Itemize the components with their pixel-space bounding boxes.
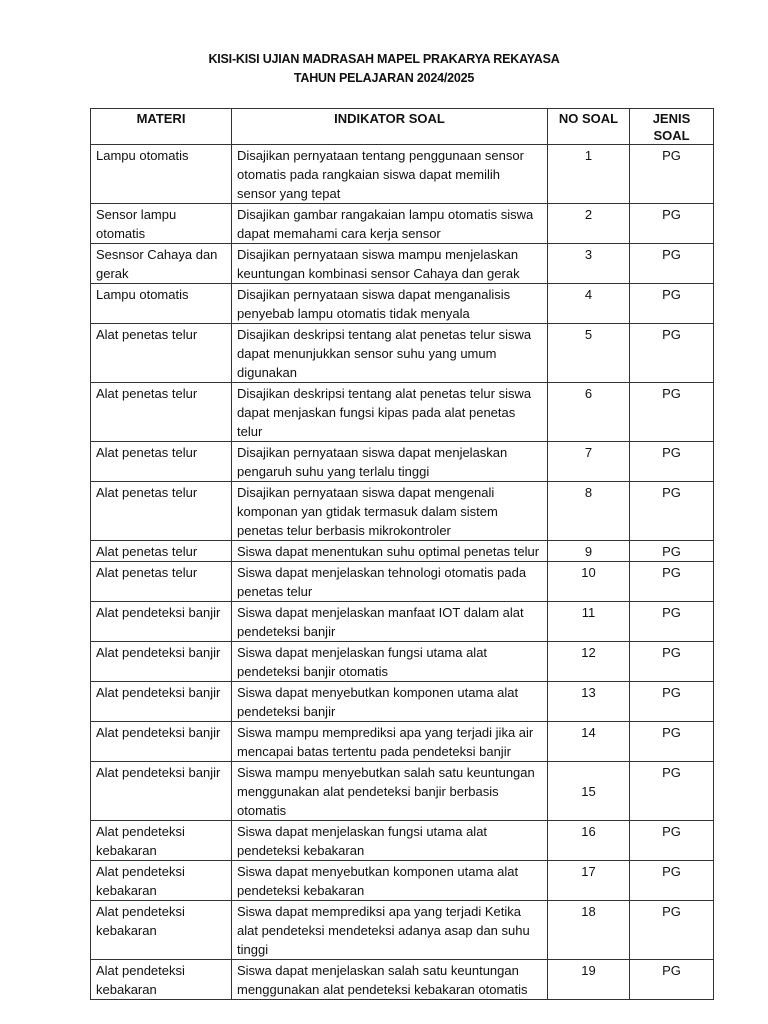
cell-indikator: Siswa mampu menyebutkan salah satu keuntungan menggunakan alat pendeteksi banjir berbasis otomatis [232, 762, 548, 821]
cell-indikator: Siswa dapat menyebutkan komponen utama alat pendeteksi banjir [232, 682, 548, 722]
cell-materi: Alat penetas telur [91, 541, 232, 562]
kisi-kisi-table [90, 108, 714, 1000]
cell-materi: Alat pendeteksi kebakaran [91, 821, 232, 861]
cell-materi: Alat pendeteksi kebakaran [91, 861, 232, 901]
cell-indikator: Siswa dapat menjelaskan manfaat IOT dalam alat pendeteksi banjir [232, 602, 548, 642]
header-materi: MATERI [91, 109, 232, 145]
cell-jenis-soal: PG [630, 682, 714, 722]
cell-no-soal: 11 [548, 602, 630, 642]
cell-no-soal: 3 [548, 244, 630, 284]
cell-jenis-soal: PG [630, 244, 714, 284]
header-indikator-soal: INDIKATOR SOAL [232, 109, 548, 145]
cell-materi: Sensor lampu otomatis [91, 204, 232, 244]
cell-no-soal: 19 [548, 960, 630, 1000]
cell-materi: Alat pendeteksi kebakaran [91, 960, 232, 1000]
cell-jenis-soal: PG [630, 324, 714, 383]
cell-indikator: Siswa dapat menjelaskan fungsi utama alat pendeteksi banjir otomatis [232, 642, 548, 682]
cell-jenis-soal: PG [630, 861, 714, 901]
cell-materi: Alat pendeteksi banjir [91, 642, 232, 682]
cell-indikator: Disajikan pernyataan siswa dapat menjelaskan pengaruh suhu yang terlalu tinggi [232, 442, 548, 482]
cell-no-soal: 10 [548, 562, 630, 602]
cell-materi: Sesnsor Cahaya dan gerak [91, 244, 232, 284]
table-row [91, 861, 714, 901]
table-row [91, 821, 714, 861]
table-row [91, 901, 714, 960]
cell-indikator: Disajikan pernyataan siswa mampu menjelaskan keuntungan kombinasi sensor Cahaya dan gerak [232, 244, 548, 284]
cell-no-soal: 5 [548, 324, 630, 383]
cell-indikator: Disajikan pernyataan siswa dapat mengenali komponan yan gtidak termasuk dalam sistem penetas telur berbasis mikrokontroler [232, 482, 548, 541]
table-row [91, 482, 714, 541]
cell-jenis-soal: PG [630, 442, 714, 482]
cell-materi: Alat penetas telur [91, 383, 232, 442]
cell-indikator: Siswa mampu memprediksi apa yang terjadi jika air mencapai batas tertentu pada pendeteksi banjir [232, 722, 548, 762]
cell-materi: Alat pendeteksi banjir [91, 762, 232, 821]
cell-indikator: Siswa dapat menjelaskan salah satu keuntungan menggunakan alat pendeteksi kebakaran otomatis [232, 960, 548, 1000]
table-row [91, 244, 714, 284]
cell-indikator: Siswa dapat memprediksi apa yang terjadi Ketika alat pendeteksi mendeteksi adanya asap dan suhu tinggi [232, 901, 548, 960]
cell-jenis-soal: PG [630, 204, 714, 244]
cell-materi: Alat pendeteksi banjir [91, 682, 232, 722]
cell-materi: Alat penetas telur [91, 562, 232, 602]
cell-no-soal: 4 [548, 284, 630, 324]
cell-jenis-soal: PG [630, 541, 714, 562]
cell-materi: Lampu otomatis [91, 284, 232, 324]
cell-indikator: Disajikan deskripsi tentang alat penetas telur siswa dapat menjaskan fungsi kipas pada alat penetas telur [232, 383, 548, 442]
table-row [91, 642, 714, 682]
cell-materi: Alat penetas telur [91, 442, 232, 482]
cell-indikator: Siswa dapat menjelaskan fungsi utama alat pendeteksi kebakaran [232, 821, 548, 861]
cell-materi: Alat penetas telur [91, 324, 232, 383]
cell-no-soal: 15 [548, 762, 630, 821]
cell-indikator: Disajikan pernyataan tentang penggunaan sensor otomatis pada rangkaian siswa dapat memilih sensor yang tepat [232, 145, 548, 204]
cell-materi: Alat penetas telur [91, 482, 232, 541]
cell-jenis-soal: PG [630, 642, 714, 682]
cell-no-soal: 1 [548, 145, 630, 204]
cell-jenis-soal: PG [630, 284, 714, 324]
cell-jenis-soal: PG [630, 383, 714, 442]
table-row [91, 324, 714, 383]
table-row [91, 602, 714, 642]
table-row [91, 562, 714, 602]
cell-indikator: Siswa dapat menentukan suhu optimal penetas telur [232, 541, 548, 562]
table-row [91, 762, 714, 821]
cell-no-soal: 8 [548, 482, 630, 541]
table-row [91, 722, 714, 762]
cell-no-soal: 17 [548, 861, 630, 901]
document-title: KISI-KISI UJIAN MADRASAH MAPEL PRAKARYA REKAYASA [208, 52, 560, 66]
document-subtitle: TAHUN PELAJARAN 2024/2025 [293, 71, 475, 85]
table-row [91, 145, 714, 204]
table-row [91, 541, 714, 562]
cell-indikator: Siswa dapat menyebutkan komponen utama alat pendeteksi kebakaran [232, 861, 548, 901]
header-jenis-soal: JENIS SOAL [630, 109, 714, 145]
cell-jenis-soal: PG [630, 145, 714, 204]
cell-no-soal: 7 [548, 442, 630, 482]
cell-no-soal: 18 [548, 901, 630, 960]
cell-materi: Alat pendeteksi banjir [91, 602, 232, 642]
table-row [91, 960, 714, 1000]
cell-indikator: Siswa dapat menjelaskan tehnologi otomatis pada penetas telur [232, 562, 548, 602]
cell-jenis-soal: PG [630, 821, 714, 861]
cell-materi: Alat pendeteksi banjir [91, 722, 232, 762]
table-row [91, 682, 714, 722]
cell-jenis-soal: PG [630, 722, 714, 762]
cell-indikator: Disajikan deskripsi tentang alat penetas telur siswa dapat menunjukkan sensor suhu yang umum digunakan [232, 324, 548, 383]
cell-no-soal: 2 [548, 204, 630, 244]
cell-jenis-soal: PG [630, 482, 714, 541]
cell-indikator: Disajikan pernyataan siswa dapat menganalisis penyebab lampu otomatis tidak menyala [232, 284, 548, 324]
cell-no-soal: 13 [548, 682, 630, 722]
cell-no-soal: 9 [548, 541, 630, 562]
table-header-row [91, 109, 714, 145]
table-row [91, 383, 714, 442]
cell-jenis-soal: PG [630, 901, 714, 960]
cell-indikator: Disajikan gambar rangakaian lampu otomatis siswa dapat memahami cara kerja sensor [232, 204, 548, 244]
cell-jenis-soal: PG [630, 762, 714, 821]
cell-jenis-soal: PG [630, 562, 714, 602]
cell-materi: Alat pendeteksi kebakaran [91, 901, 232, 960]
cell-jenis-soal: PG [630, 960, 714, 1000]
cell-no-soal: 6 [548, 383, 630, 442]
table-row [91, 442, 714, 482]
header-no-soal: NO SOAL [548, 109, 630, 145]
cell-no-soal: 12 [548, 642, 630, 682]
cell-no-soal: 14 [548, 722, 630, 762]
table-row [91, 204, 714, 244]
cell-jenis-soal: PG [630, 602, 714, 642]
cell-materi: Lampu otomatis [91, 145, 232, 204]
cell-no-soal: 16 [548, 821, 630, 861]
table-row [91, 284, 714, 324]
